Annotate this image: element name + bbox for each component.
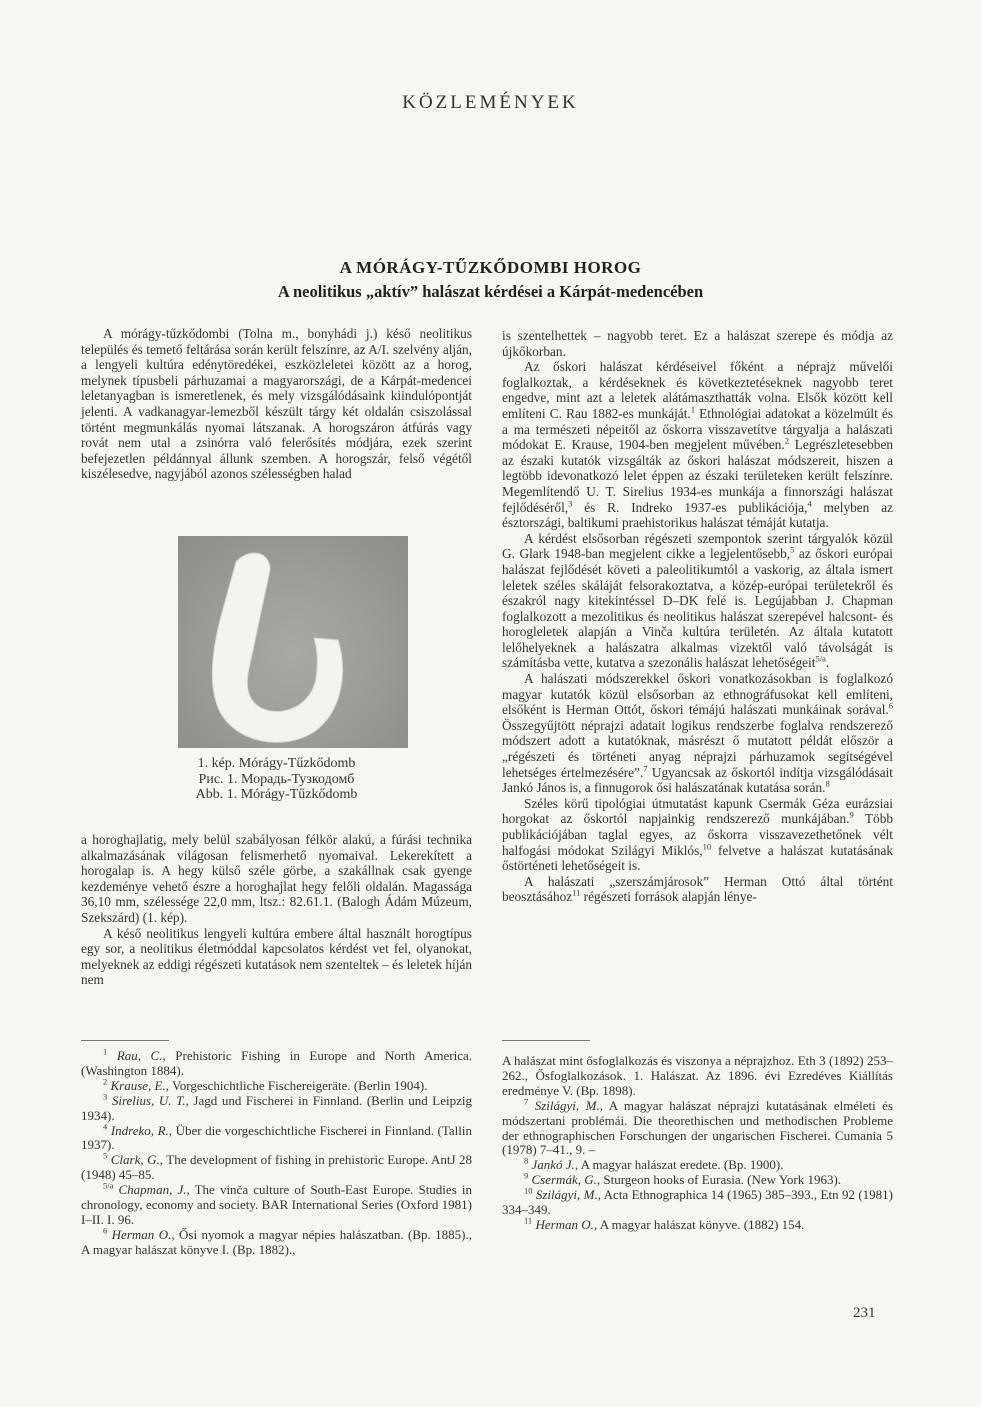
left-column-bottom	[81, 832, 472, 988]
hook-image	[178, 536, 408, 748]
hook-photo	[178, 536, 408, 748]
article-title: A MÓRÁGY-TŰZKŐDOMBI HOROG	[339, 258, 642, 277]
right-paragraph-1: Az őskori halászat kérdéseivel főként a néprajz művelői foglalkoztak, a kérdéseknek és következtetéseknek nagyobb teret engedve, mint azt a leletek alátámaszthatták volna. Elsők között kell említeni C. Rau 1882-es munkáját.$^1$ Ethnológiai adatokat a közelmúlt és a ma természeti népeitől az őskorra visszavetítve tárgyalja a halászati módokat E. Krause, 1904-ben megjelent művében.$^2$ Legrészletesebben az északi kutatók vizsgálták az őskori halászat módszereit, hiszen a legtöbb idevonatkozó lelet éppen az északi területeken került felszínre. Megemlítendő U. T. Sirelius 1934-es munkája a finnországi halászat fejlődéséről,$^3$ és R. Indreko 1937-es publikációja,$^4$ melyben az észtországi, baltikumi praehistorikus halászat témáját kutatja.	[502, 359, 894, 531]
footnote-1: $^2$ Krause, E., Vorgeschichtliche Fischereigeräte. (Berlin 1904).	[103, 1076, 428, 1093]
right-paragraph-4: Széles körű tipológiai útmutatást kapunk Csermák Géza eurázsiai horgokat az őskortól napjainkig rendszerező munkájában.$^9$ Több publikációjában taglal egyes, az őskorra visszavezethetőnek vélt halfogási módokat Szilágyi Miklós,$^{10}$ felvetve a halászat kutatásának őstörténeti lehetőségeit is.	[502, 795, 893, 874]
running-head: KÖZLEMÉNYEK	[402, 92, 579, 113]
left-column-top	[81, 326, 472, 482]
footnotes-right	[502, 1054, 893, 1233]
paragraph-questions: A késő neolitikus lengyeli kultúra embere által használt horogtípus egy sor, a neolitikus életmóddal kapcsolatos kérdést vet fel, olyanokat, melyeknek az eddigi régészeti kutatások nem szenteltek – és leletek híján nem	[81, 925, 472, 988]
article-subtitle: A neolitikus „aktív” halászat kérdései a Kárpát-medencében	[277, 282, 704, 301]
footnote-0: $^1$ Rau, C., Prehistoric Fishing in Europe and North America. (Washington 1884).	[81, 1046, 472, 1078]
figure-1	[178, 536, 408, 748]
figure-caption	[81, 756, 472, 803]
right-paragraph-3: A halászati módszerekkel őskori vonatkozásokban is foglalkozó magyar kutatók közül elsősorban az ethnográfusokat kell említeni, elsőként is Herman Ottót, őskori témájú halászati munkáinak sorával.$^6$ Összegyűjtött néprajzi adatait logikus rendszerbe foglalva rendszerező módszert adott a kutatóknak, másrészt ő mutatott példát először a „régészeti és történeti anyag néprajzi párhuzamok segítségével lehetséges értelmezésére”.$^7$ Ugyancsak az őskortól indítja vizsgálódásait Jankó János is, a finnugorok ősi halászatának kutatása során.$^8$	[502, 671, 893, 796]
footnote-1: $^7$ Szilágyi, M., A magyar halászat néprajzi kutatásának elméleti és módszertani problémái. Die theorethischen und methodischen Probleme der ethnographischen Forschungen der ungarischen Fischerei. Cumania 5 (1978) 7–41., 9. –	[502, 1096, 893, 1158]
footnote-6: $^6$ Herman O., Ősi nyomok a magyar népies halászatban. (Bp. 1885)., A magyar halászat könyve I. (Bp. 1882).,	[81, 1225, 473, 1257]
right-paragraph-2: A kérdést elsősorban régészeti szempontok szerint tárgyalók közül G. Glark 1948-ban megjelent cikke a legjelentősebb,$^5$ az őskori európai halászat fejlődését követi a paleolitikumtól a vaskorig, az általa ismert leletek széles skáláját felsorakoztatva, a közép-európai területekről és északról nagy kitekintéssel D–DK felé is. Legújabban J. Chapman foglalkozott a mezolitikus és neolitikus halászat szerepével halcsont- és horogleletek alapján a Vinča kultúra területén. Az általa kutatott lelőhelyeknek a halászatra alkalmas vizektől való távolságát is számításba vette, kutatva a szezonális halászat lehetőségeit$^{5/a}$.	[502, 530, 893, 671]
footnote-2: $^8$ Jankó J., A magyar halászat eredete. (Bp. 1900).	[524, 1156, 784, 1173]
footnote-2: $^3$ Sirelius, U. T., Jagd und Fischerei in Finnland. (Berlin und Leipzig 1934).	[81, 1091, 472, 1123]
footnote-3: $^4$ Indreko, R., Über die vorgeschichtliche Fischerei in Finnland. (Tallin 1937).	[81, 1121, 473, 1153]
article-heading	[100, 258, 881, 302]
caption-russian: Рис. 1. Морадь-Тузкодомб	[198, 771, 355, 787]
footnote-5: $^{11}$ Herman O., A magyar halászat könyve. (1882) 154.	[524, 1215, 805, 1232]
footnote-0: A halászat mint ősfoglalkozás és viszonya a néprajzhoz. Eth 3 (1892) 253–262., Ősfoglalkozások. 1. Halászat. Az 1896. évi Ezredéves Kiállítás eredménye V. (Bp. 1898).	[502, 1053, 893, 1098]
footnote-4: $^5$ Clark, G., The development of fishing in prehistoric Europe. AntJ 28 (1948) 45–85.	[81, 1151, 473, 1183]
footnotes-left	[81, 1046, 473, 1258]
paragraph-intro: A mórágy-tűzkődombi (Tolna m., bonyhádi j.) késő neolitikus település és temető feltárása során került felszínre, az A/I. szelvény alján, a lengyeli kultúra edénytöredékei, eszközleletei között az a horog, melynek típusbeli párhuzamai a magyarországi, de a Kárpát-medencei leletanyagban is ismeretlenek, és mely vizsgálódásaink kiindulópontját jelenti. A vadkanagyar-lemezből készült tárgy két oldalán csiszolással történt megmunkálás nyomai látszanak. A horogszáron átfúrás vagy rovát nem utal a zsinórra való felerősítés módjára, ezek szerint befejezetlen példánnyal állunk szemben. A horogszár, felső végétől kiszélesedve, nagyjából azonos szélességben halad	[81, 326, 472, 482]
footnote-4: $^{10}$ Szilágyi, M., Acta Ethnographica 14 (1965) 385–393., Etn 92 (1981) 334–349.	[502, 1185, 893, 1218]
right-paragraph-5: A halászati „szerszámjárosok” Herman Ottó által történt beosztásához$^{11}$ régészeti források alapján lénye-	[502, 873, 893, 905]
footnote-rule-right	[502, 1040, 590, 1041]
caption-german: Abb. 1. Mórágy-Tűzkődomb	[195, 787, 358, 802]
right-column	[502, 328, 893, 905]
footnote-rule-left	[81, 1040, 169, 1041]
footnote-5: $^{5/a}$ Chapman, J., The vinča culture of South-East Europe. Studies in chronology, economy and society. BAR International Series (Oxford 1981) I–II. I. 96.	[81, 1180, 472, 1227]
paragraph-hook-description: a horoghajlatig, mely belül szabályosan félkör alakú, a fúrási technika alkalmazásának világosan felismerhető nyomaival. Lekerekített a horogalap is. A hegy külső széle görbe, a szakállnak csak gyenge kezdeménye vehető észre a horoghajlat hegy felőli oldalán. Magassága 36,10 mm, szélessége 22,0 mm, ltsz.: 82.61.1. (Balogh Ádám Múzeum, Szekszárd) (1. kép).	[81, 832, 472, 925]
caption-hungarian: 1. kép. Mórágy-Tűzkődomb	[197, 756, 356, 771]
right-paragraph-0: is szentelhettek – nagyobb teret. Ez a halászat szerepe és módja az újkőkorban.	[502, 328, 893, 359]
page-number: 231	[853, 1305, 876, 1321]
footnote-3: $^9$ Csermák, G., Sturgeon hooks of Eurasia. (New York 1963).	[524, 1170, 842, 1188]
